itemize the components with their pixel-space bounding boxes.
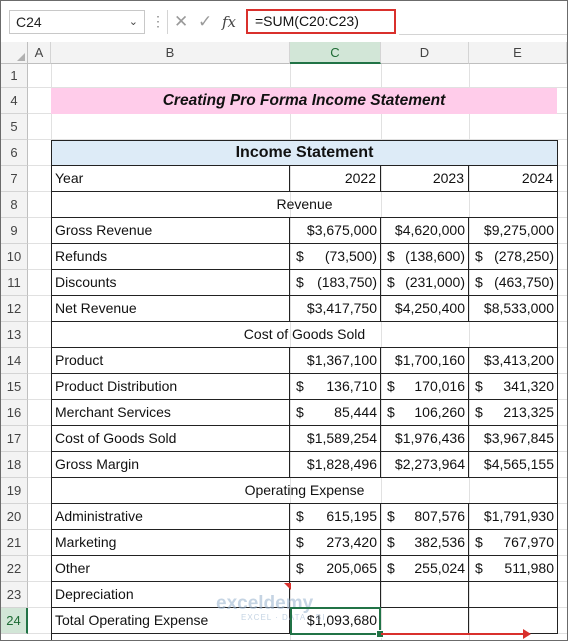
value-cell[interactable] (469, 244, 558, 270)
value-cell[interactable] (381, 504, 469, 530)
value-cell[interactable] (381, 582, 469, 608)
row-label-cell[interactable]: Product Distribution (52, 374, 290, 400)
row-label-cell[interactable]: Other (52, 556, 290, 582)
row-header[interactable]: 9 (1, 218, 28, 244)
currency-symbol: $ (475, 274, 483, 290)
currency-symbol: $ (387, 274, 395, 290)
value-cell[interactable] (290, 426, 381, 452)
value-cell[interactable] (290, 348, 381, 374)
value-cell[interactable] (381, 296, 469, 322)
value-cell[interactable] (381, 348, 469, 374)
row-header[interactable]: 23 (1, 582, 28, 608)
chevron-down-icon[interactable]: ⌄ (128, 16, 138, 28)
section-revenue[interactable]: Revenue (52, 192, 558, 218)
row-label-cell[interactable]: Gross Margin (52, 452, 290, 478)
table-heading[interactable]: Income Statement (52, 141, 558, 166)
value-cell[interactable] (290, 374, 381, 400)
cell-value: $8,533,000 (483, 300, 554, 316)
cell-value: $1,093,680 (306, 612, 377, 628)
row-header[interactable]: 8 (1, 192, 28, 218)
row-header[interactable]: 10 (1, 244, 28, 270)
value-cell[interactable] (290, 296, 381, 322)
currency-symbol: $ (475, 404, 483, 420)
value-cell[interactable] (469, 530, 558, 556)
cell-value: $1,976,436 (394, 430, 465, 446)
value-cell[interactable] (381, 530, 469, 556)
row-label-cell[interactable]: Discounts (52, 270, 290, 296)
value-cell[interactable] (290, 270, 381, 296)
row-label-cell[interactable]: Gross Revenue (52, 218, 290, 244)
cell-value: 213,325 (503, 404, 554, 420)
formula-bar (1, 1, 567, 42)
cell-value: 767,970 (503, 534, 554, 550)
cell-value: $1,589,254 (306, 430, 377, 446)
section-cogs[interactable]: Cost of Goods Sold (52, 322, 558, 348)
cell-value: $3,413,200 (483, 352, 554, 368)
currency-symbol: $ (387, 534, 395, 550)
watermark-tagline: EXCEL · DATA · BI (241, 613, 326, 622)
column-header-e[interactable]: E (469, 42, 567, 64)
name-box[interactable] (9, 10, 145, 34)
value-cell[interactable] (469, 504, 558, 530)
row-header[interactable]: 18 (1, 452, 28, 478)
row-label-cell[interactable]: Net Revenue (52, 296, 290, 322)
cell-value: 205,065 (326, 560, 377, 576)
name-box-value: C24 (16, 14, 42, 30)
currency-symbol: $ (475, 560, 483, 576)
cell-value: 273,420 (326, 534, 377, 550)
row-header[interactable]: 6 (1, 140, 28, 166)
currency-symbol: $ (296, 404, 304, 420)
value-cell[interactable] (469, 452, 558, 478)
formula-input[interactable]: =SUM(C20:C23) (246, 9, 396, 34)
value-cell[interactable] (469, 608, 558, 634)
value-cell[interactable] (290, 556, 381, 582)
cell-value: $1,828,496 (306, 456, 377, 472)
cell-value: 511,980 (504, 560, 554, 576)
currency-symbol: $ (475, 534, 483, 550)
cell-value: $3,967,845 (483, 430, 554, 446)
row-label-cell[interactable]: Total Operating Expense (52, 608, 290, 634)
row-header[interactable]: 22 (1, 556, 28, 582)
more-options-icon[interactable]: ⋮ (151, 13, 165, 29)
cell-value: $4,565,155 (483, 456, 554, 472)
value-cell[interactable] (381, 244, 469, 270)
cell-value: $1,791,930 (483, 508, 554, 524)
cell-value: $1,367,100 (306, 352, 377, 368)
currency-symbol: $ (475, 248, 483, 264)
row-label-cell[interactable]: Depreciation (52, 582, 290, 608)
currency-symbol: $ (296, 248, 304, 264)
row-label-cell[interactable]: Merchant Services (52, 400, 290, 426)
cell-value: (278,250) (494, 248, 554, 264)
currency-symbol: $ (387, 378, 395, 394)
value-cell[interactable] (469, 582, 558, 608)
cell-value: 615,195 (326, 508, 377, 524)
value-cell[interactable] (381, 374, 469, 400)
cell-value: $9,275,000 (483, 222, 554, 238)
column-header-d[interactable]: D (381, 42, 469, 64)
value-cell[interactable] (381, 400, 469, 426)
row-header[interactable]: 1 (1, 64, 28, 88)
row-header[interactable]: 24 (1, 608, 28, 634)
row-header[interactable]: 20 (1, 504, 28, 530)
insert-function-icon[interactable]: fx (222, 13, 237, 31)
year-cell[interactable]: 2024 (469, 166, 558, 192)
cell-value: $2,273,964 (394, 456, 465, 472)
value-cell[interactable] (381, 270, 469, 296)
row-header[interactable]: 13 (1, 322, 28, 348)
column-header-b[interactable]: B (51, 42, 290, 64)
row-header[interactable]: 11 (1, 270, 28, 296)
row-label-cell[interactable]: Marketing (52, 530, 290, 556)
watermark-logo: exceldemy (216, 593, 314, 614)
column-header-a[interactable]: A (28, 42, 51, 64)
formula-controls (167, 10, 240, 34)
row-header[interactable]: 21 (1, 530, 28, 556)
value-cell[interactable] (469, 218, 558, 244)
cell-value: $3,675,000 (306, 222, 377, 238)
cell-value: (138,600) (405, 248, 465, 264)
cell-value: 255,024 (414, 560, 465, 576)
row-label-cell[interactable]: Cost of Goods Sold (52, 426, 290, 452)
row-label-cell[interactable]: Product (52, 348, 290, 374)
comment-indicator-icon (284, 583, 291, 590)
value-cell[interactable] (469, 374, 558, 400)
year-label-cell[interactable]: Year (52, 166, 290, 192)
value-cell[interactable] (381, 452, 469, 478)
value-cell[interactable] (381, 608, 469, 634)
row-header[interactable]: 15 (1, 374, 28, 400)
value-cell[interactable] (469, 270, 558, 296)
cell-value: 807,576 (414, 508, 465, 524)
row-header[interactable]: 14 (1, 348, 28, 374)
currency-symbol: $ (387, 404, 395, 420)
currency-symbol: $ (296, 274, 304, 290)
cell-value: (73,500) (324, 248, 377, 264)
value-cell[interactable] (290, 218, 381, 244)
currency-symbol: $ (296, 534, 304, 550)
formula-bar-underline (399, 34, 567, 35)
year-cell[interactable]: 2022 (290, 166, 381, 192)
year-cell[interactable]: 2023 (381, 166, 469, 192)
row-header[interactable]: 12 (1, 296, 28, 322)
enter-check-icon[interactable]: ✓ (198, 12, 213, 31)
currency-symbol: $ (387, 248, 395, 264)
cancel-icon[interactable]: ✕ (174, 12, 189, 31)
value-cell[interactable] (469, 296, 558, 322)
sheet-title[interactable]: Creating Pro Forma Income Statement (51, 88, 557, 114)
currency-symbol: $ (296, 560, 304, 576)
value-cell[interactable] (290, 452, 381, 478)
row-label-cell[interactable]: Refunds (52, 244, 290, 270)
value-cell[interactable] (290, 530, 381, 556)
row-header[interactable]: 4 (1, 88, 28, 114)
value-cell[interactable] (381, 426, 469, 452)
row-header[interactable]: 5 (1, 114, 28, 140)
value-cell[interactable] (290, 244, 381, 270)
cell-value: 136,710 (326, 378, 377, 394)
row-header[interactable]: 17 (1, 426, 28, 452)
cell-value: $1,700,160 (394, 352, 465, 368)
row-header[interactable]: 7 (1, 166, 28, 192)
value-cell[interactable] (381, 218, 469, 244)
value-cell[interactable] (469, 556, 558, 582)
cell-value: 106,260 (414, 404, 465, 420)
value-cell[interactable] (290, 400, 381, 426)
currency-symbol: $ (296, 378, 304, 394)
value-cell[interactable] (469, 348, 558, 374)
section-opex[interactable]: Operating Expense (52, 478, 558, 504)
row-header[interactable]: 19 (1, 478, 28, 504)
cell-value: $3,417,750 (306, 300, 377, 316)
currency-symbol: $ (387, 508, 395, 524)
value-cell[interactable] (381, 556, 469, 582)
cell-value: 341,320 (503, 378, 554, 394)
cell-value: $4,250,400 (394, 300, 465, 316)
cell-value: 85,444 (334, 404, 377, 420)
select-all-button[interactable] (1, 42, 28, 64)
currency-symbol: $ (387, 560, 395, 576)
cell-value: 382,536 (414, 534, 465, 550)
cell-value: (183,750) (317, 274, 377, 290)
cell-value: (231,000) (405, 274, 465, 290)
value-cell[interactable] (290, 504, 381, 530)
currency-symbol: $ (475, 378, 483, 394)
column-header-c[interactable]: C (290, 42, 381, 64)
cell-value: 170,016 (414, 378, 465, 394)
cell-value: (463,750) (494, 274, 554, 290)
currency-symbol: $ (296, 508, 304, 524)
row-label-cell[interactable]: Administrative (52, 504, 290, 530)
value-cell[interactable] (469, 400, 558, 426)
row-header[interactable]: 16 (1, 400, 28, 426)
annotation-arrow (381, 633, 527, 635)
active-cell-selection[interactable] (290, 607, 381, 635)
cell-value: $4,620,000 (394, 222, 465, 238)
value-cell[interactable] (469, 426, 558, 452)
